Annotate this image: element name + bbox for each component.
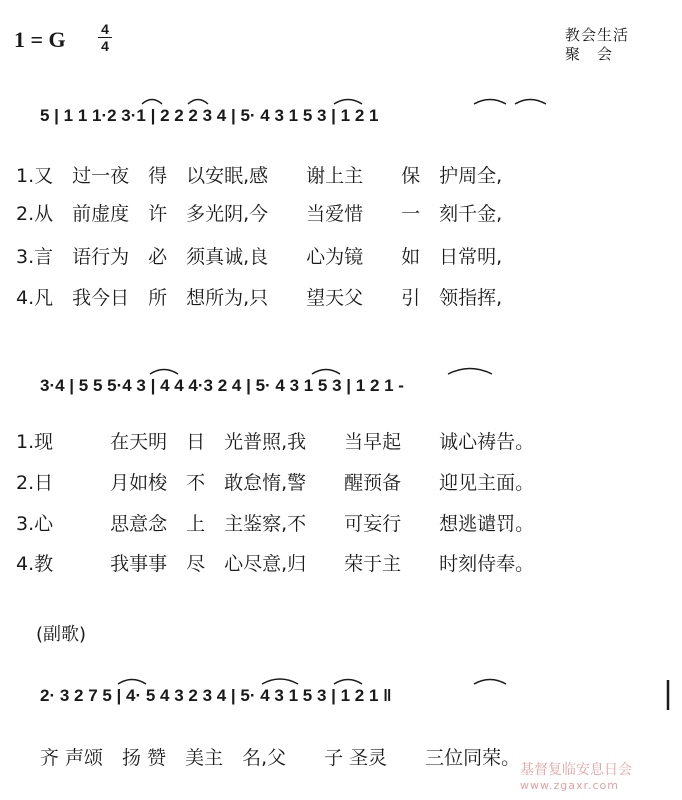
notation-line-1: 5 | 1 1 1·2 3·1 | 2 2 2 3 4 | 5· 4 3 1 5 3 | 1 2 1 — [40, 106, 379, 125]
watermark-line-2: www.zgaxr.com — [520, 779, 619, 792]
time-signature-bottom: 4 — [101, 38, 109, 54]
slur — [334, 100, 362, 105]
slur — [262, 679, 298, 684]
slur — [150, 370, 178, 375]
verse-line-2-1: 1.现 在天明 日 光普照,我 当早起 诚心祷告。 — [16, 431, 535, 453]
verse-line-1-4: 4.凡 我今日 所 想所为,只 望天父 引 领指挥, — [16, 287, 503, 309]
watermark-line-1: 基督复临安息日会 — [520, 762, 632, 778]
verse-line-1-1: 1.又 过一夜 得 以安眠,感 谢上主 保 护周全, — [16, 165, 503, 187]
slur — [118, 680, 146, 685]
key-signature: 1 = G — [14, 27, 66, 52]
verse-line-2-2: 2.日 月如梭 不 敢怠惰,警 醒预备 迎见主面。 — [16, 472, 535, 494]
verse-line-1-3: 3.言 语行为 必 须真诚,良 心为镜 如 日常明, — [16, 246, 503, 268]
slur — [448, 369, 492, 375]
category-line-1: 教会生活 — [565, 26, 630, 44]
slur — [474, 100, 506, 105]
slur — [142, 100, 162, 105]
watermark — [520, 762, 632, 794]
chorus-lyric: 齐 声颂 扬 赞 美主 名,父 子 圣灵 三位同荣。 — [40, 747, 521, 769]
verse-line-2-3: 3.心 思意念 上 主鉴察,不 可妄行 想逃谴罚。 — [16, 513, 535, 535]
category-line-2: 聚 会 — [565, 45, 614, 63]
slur — [312, 370, 340, 375]
slur — [515, 100, 546, 105]
time-signature-top: 4 — [101, 21, 109, 37]
verse-line-1-2: 2.从 前虚度 许 多光阴,今 当爱惜 一 刻千金, — [16, 203, 503, 225]
slur — [188, 100, 208, 105]
notation-line-2: 3·4 | 5 5 5·4 3 | 4 4 4·3 2 4 | 5· 4 3 1 5 3 | 1 2 1 - — [40, 376, 404, 395]
verse-line-2-4: 4.教 我事事 尽 心尽意,归 荣于主 时刻侍奉。 — [16, 553, 535, 575]
chorus-label: (副歌) — [36, 624, 87, 645]
notation-line-chorus: 2· 3 2 7 5 | 4· 5 4 3 2 3 4 | 5· 4 3 1 5 3 | 1 2 1 ‖ — [40, 686, 392, 705]
slur — [334, 680, 362, 685]
slur — [474, 680, 506, 685]
